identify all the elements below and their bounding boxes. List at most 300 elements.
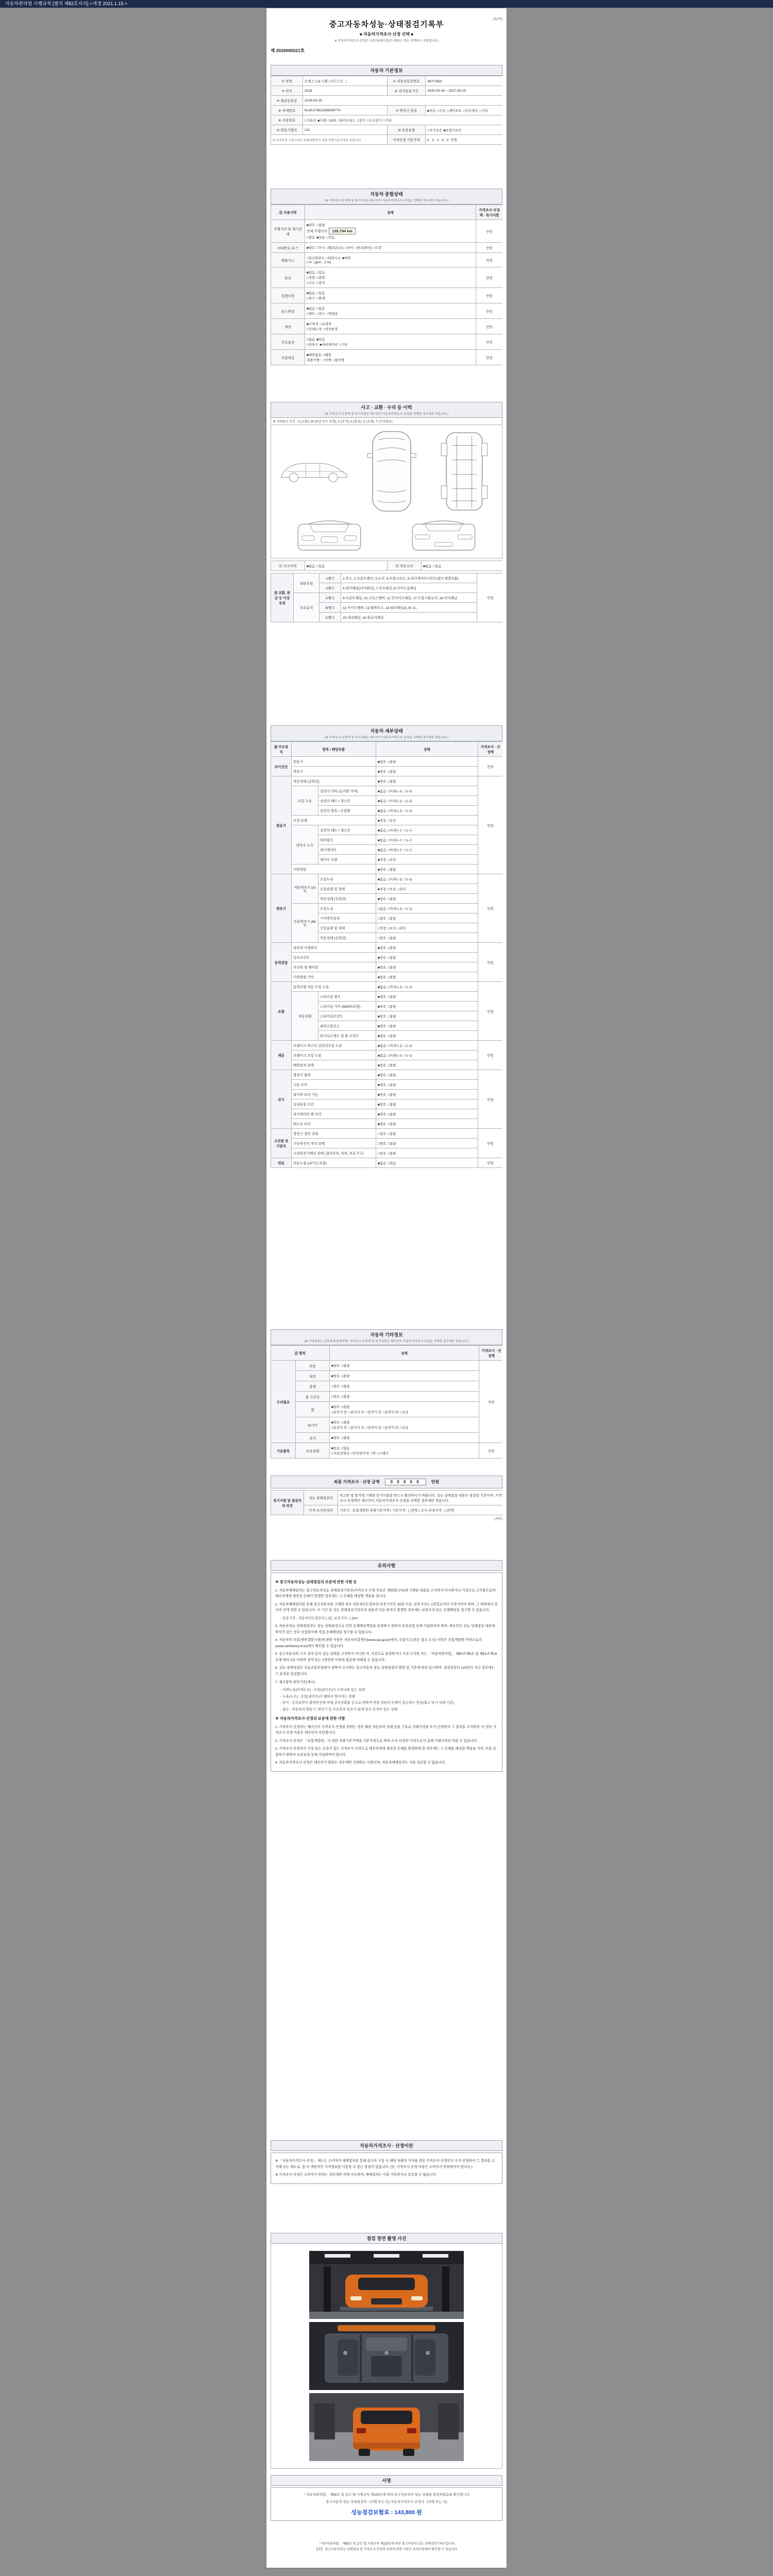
- checkbox-option[interactable]: □불량: [388, 965, 396, 970]
- overall-row: [271, 334, 503, 350]
- checkbox-option[interactable]: □불량: [388, 936, 396, 940]
- checkbox-option[interactable]: ■없음: [307, 307, 315, 311]
- overall-state-cell: [305, 243, 476, 253]
- checkbox-option[interactable]: □해당: [323, 353, 331, 357]
- checkbox-option[interactable]: □불량: [388, 1014, 396, 1019]
- checkbox-option[interactable]: □기타: [339, 343, 348, 347]
- item-label: 등속조인트: [292, 953, 376, 962]
- checkbox-option[interactable]: □기타: [383, 118, 392, 123]
- detail-row: [271, 825, 503, 835]
- checkbox-option[interactable]: □운전석 뒤: [348, 1411, 364, 1414]
- checkbox-option[interactable]: ■양호: [378, 770, 386, 774]
- document-page: [266, 8, 507, 2568]
- checkbox-option[interactable]: □불량: [388, 1063, 396, 1067]
- rank-items: 15.대쉬패널, 16.플로어패널: [341, 613, 477, 622]
- checkbox-option[interactable]: □불량: [388, 1073, 396, 1077]
- section-pricing-info: [271, 2140, 502, 2222]
- notices-title: 유의사항: [271, 1560, 502, 1571]
- checkbox-option[interactable]: ■양호: [331, 1375, 340, 1378]
- checkbox-option[interactable]: □LPG: [327, 118, 337, 123]
- state-cell: [376, 845, 478, 855]
- checkbox-option[interactable]: ■양호: [378, 868, 386, 872]
- checkbox-option[interactable]: □미세누수: [388, 838, 402, 842]
- checkbox-option[interactable]: □사용설명서: [331, 1452, 349, 1455]
- checkbox-option[interactable]: ■양호: [378, 1063, 386, 1067]
- detail-row: [271, 972, 503, 982]
- checkbox-option[interactable]: ■양호: [378, 760, 386, 764]
- checkbox-option[interactable]: ■없음: [307, 564, 315, 568]
- price-cell: 만원: [478, 1070, 503, 1129]
- checkbox-option[interactable]: ■해당없음: [307, 353, 322, 357]
- value-inspection-period: 2025-03-19 ~ 2027-03-19: [426, 86, 503, 96]
- price-cell: 만원: [476, 253, 503, 267]
- checkbox-option[interactable]: □불량: [388, 1103, 396, 1107]
- checkbox-option[interactable]: □화재: [316, 297, 325, 300]
- state-line: [307, 245, 474, 250]
- state-line: [307, 228, 474, 234]
- item-label: 동력조향 작동 오일 누유: [292, 982, 376, 992]
- overall-state-cell: [305, 319, 476, 334]
- checkbox-option[interactable]: ■보험사보증: [443, 128, 462, 132]
- checkbox-option[interactable]: □누수: [404, 828, 412, 833]
- checkbox-option[interactable]: □색상변경: [323, 328, 338, 331]
- checkbox-option[interactable]: ■양호: [378, 1083, 386, 1087]
- checkbox-option[interactable]: □세미오토: [447, 109, 462, 113]
- checkbox-option[interactable]: ■양호: [331, 1436, 340, 1440]
- price-cell: 만원: [478, 982, 503, 1041]
- checkbox-option[interactable]: □적정: [378, 926, 386, 930]
- item-label: 작동상태 (공회전): [318, 894, 376, 904]
- checkbox-option[interactable]: □불량: [341, 1385, 350, 1388]
- checkbox-option[interactable]: ■양호: [378, 1005, 386, 1009]
- checkbox-option[interactable]: □누유: [404, 789, 412, 793]
- checkbox-option[interactable]: ■없음: [378, 828, 386, 833]
- checkbox-option[interactable]: □잭: [370, 1452, 376, 1455]
- price-survey-select-note: ※ 자동차가격조사·산정은 소비자(매수인)가 원하는 경우 선택하는 사항입니다.: [334, 40, 439, 43]
- item-label: 오일누유: [318, 874, 376, 884]
- section-overall-condition: [271, 189, 502, 400]
- notice-subitem: - 미세누유(미세누수) : 오일(냉각수)이 스며나와 있는 상태: [280, 1688, 365, 1692]
- checkbox-option[interactable]: □불량: [388, 760, 396, 764]
- checkbox-option[interactable]: ■없음: [378, 838, 386, 842]
- checkbox-option[interactable]: □불량: [341, 1375, 350, 1378]
- checkbox-option[interactable]: ■양호: [331, 1364, 340, 1368]
- checkbox-option[interactable]: □불량: [388, 1083, 396, 1087]
- checkbox-option[interactable]: □적법: [307, 276, 315, 280]
- checkbox-option[interactable]: □미세누유: [388, 1044, 402, 1048]
- checkbox-option[interactable]: ■양호: [331, 1421, 340, 1425]
- insurance-fee: [275, 2508, 498, 2516]
- state-line: [307, 256, 474, 260]
- final-price-bar: [271, 1476, 502, 1488]
- checkbox-option[interactable]: □미세누유: [388, 985, 402, 989]
- misc-group-label: 기본품목: [271, 1443, 296, 1459]
- checkbox-option[interactable]: □운전석 뒤: [348, 1426, 364, 1430]
- remarks-text: 비고란 및 별지에 기재된 특기사항을 반드시 확인하시기 바랍니다. 성능·상태점검 내용은 점검일 기준이며, 가격조사·산정액은 매수인이 자동차가격조사·산정을 선택한 경우에만 적습니다.: [338, 1490, 503, 1505]
- checkbox-option[interactable]: ■양호: [331, 1405, 340, 1409]
- device-group-label: 연료: [271, 1158, 292, 1168]
- checkbox-option[interactable]: □불량: [341, 1364, 350, 1368]
- checkbox-option[interactable]: □스패너: [377, 1452, 389, 1455]
- checkbox-option[interactable]: □불량: [388, 1024, 396, 1028]
- state-line: [307, 342, 474, 347]
- checkbox-option[interactable]: □유채색: [320, 323, 331, 326]
- checkbox-option[interactable]: □양호: [378, 1151, 386, 1156]
- checkbox-option[interactable]: ■없음: [423, 564, 432, 568]
- checkbox-option[interactable]: ■보통: [316, 236, 325, 240]
- checkbox-option[interactable]: □양호: [378, 936, 386, 940]
- checkbox-option[interactable]: □불량: [316, 224, 325, 227]
- checkbox-option[interactable]: □있음: [316, 271, 325, 275]
- checkbox-option[interactable]: □과다: [397, 887, 406, 891]
- checkbox-option[interactable]: □전체도색: [307, 328, 322, 331]
- checkbox-option[interactable]: □불량: [341, 1395, 350, 1399]
- checkbox-option[interactable]: ■네비게이션: [320, 343, 338, 347]
- checkbox-option[interactable]: ■양호: [378, 956, 386, 960]
- checkbox-option[interactable]: ■없음: [307, 292, 315, 295]
- checkbox-option[interactable]: □하이브리드: [338, 118, 356, 123]
- overall-row-label: 색상: [271, 319, 305, 334]
- notice-subitem: - 침수 : 자동차의 원동기, 변속기 등 주요장치 일부가 물에 잠긴 흔적이 있는 상태: [280, 1707, 398, 1711]
- checkbox-option[interactable]: ■양호: [378, 1122, 386, 1126]
- checkbox-option[interactable]: □누유: [404, 907, 412, 911]
- checkbox-option[interactable]: □누유: [404, 809, 412, 813]
- item-label: 실린더 헤드 / 개스킷: [318, 825, 376, 835]
- overall-row-label: 주요옵션: [271, 334, 305, 350]
- checkbox-option[interactable]: ■없음: [378, 848, 386, 852]
- checkbox-option[interactable]: □양호: [378, 1142, 386, 1146]
- checkbox-option[interactable]: ■적정: [378, 858, 386, 862]
- checkbox-option[interactable]: □양호: [378, 917, 386, 921]
- remarks-row: [271, 1490, 503, 1505]
- state-cell: [376, 1060, 478, 1070]
- checkbox-option[interactable]: □전기: [357, 118, 366, 123]
- checkbox-option[interactable]: □없음: [378, 907, 386, 911]
- section-notices: [271, 1560, 502, 2132]
- footer-line-2: 【주】 중고자동차성능·상태점검 및 가격조사·산정의 보증에 관한 사항은 유의사항에서 확인할 수 있습니다.: [315, 2548, 458, 2551]
- checkbox-option[interactable]: □누수: [404, 838, 412, 842]
- notices-box: [271, 1572, 502, 1772]
- state-line: [331, 1420, 477, 1425]
- detail-row: [271, 1129, 503, 1139]
- misc-col-state: 상태: [330, 1346, 479, 1361]
- notice-subitem: - 누유(누수) : 오일(냉각수)이 맺혀서 떨어지는 상태: [280, 1694, 355, 1699]
- checkbox-option[interactable]: □양호: [331, 1385, 340, 1388]
- label-reg-no: ② 자동차등록번호: [388, 76, 426, 86]
- misc-row: [271, 1433, 503, 1443]
- overall-row: [271, 267, 503, 288]
- checkbox-option[interactable]: □자가보증: [427, 128, 442, 132]
- checkbox-option[interactable]: □부족: [388, 858, 396, 862]
- checkbox-option[interactable]: □부식: [316, 246, 325, 250]
- checkbox-option[interactable]: □불량: [388, 1132, 396, 1136]
- state-cell: [376, 923, 478, 933]
- checkbox-option[interactable]: ■매연: [342, 257, 351, 260]
- item-label: 실내송풍 모터: [292, 1099, 376, 1109]
- detail-row: [271, 816, 503, 825]
- checkbox-option[interactable]: ■양호: [307, 246, 315, 250]
- section-misc-info: [271, 1329, 502, 1473]
- checkbox-option[interactable]: □있음: [316, 564, 325, 568]
- checkbox-option[interactable]: □누유: [404, 1054, 412, 1058]
- checkbox-option[interactable]: □미세누유: [388, 907, 402, 911]
- page-marker: (제1쪽): [493, 18, 502, 21]
- pricing-info-title: 자동차가격조사 · 산정이란: [271, 2140, 502, 2151]
- state-line: [307, 291, 474, 295]
- checkbox-option[interactable]: ■있음: [331, 1447, 340, 1450]
- item-label: 원동기: [292, 757, 376, 767]
- checkbox-option[interactable]: □불량: [388, 946, 396, 950]
- checkbox-option[interactable]: □미세누유: [388, 877, 402, 882]
- checkbox-option[interactable]: ■없음: [378, 809, 386, 813]
- checkbox-option[interactable]: □양호: [378, 1132, 386, 1136]
- section-signature: [271, 2475, 502, 2537]
- state-cell: [376, 953, 478, 962]
- checkbox-option[interactable]: □불법: [316, 276, 325, 280]
- checkbox-option[interactable]: ■없음: [378, 789, 386, 793]
- checkbox-option[interactable]: ■없음: [378, 1044, 386, 1048]
- checkbox-option[interactable]: ■없음: [378, 1161, 386, 1165]
- checkbox-option[interactable]: □불량: [388, 917, 396, 921]
- item-label: 브레이크 마스터 실린더오일 누유: [292, 1041, 376, 1050]
- detail-row: [271, 1148, 503, 1158]
- checkbox-option[interactable]: □부족: [388, 819, 396, 823]
- overall-row: [271, 303, 503, 319]
- state-cell: [376, 865, 478, 874]
- checkbox-option[interactable]: □구조: [307, 281, 315, 285]
- checkbox-option[interactable]: □누유: [404, 877, 412, 882]
- checkbox-option[interactable]: □운전석 앞: [331, 1426, 347, 1430]
- checkbox-option[interactable]: ■적정: [378, 819, 386, 823]
- car-diagram-front-view: [293, 515, 365, 555]
- checkbox-option[interactable]: ■양호: [307, 224, 315, 227]
- checkbox-option[interactable]: □이행: [323, 359, 331, 362]
- checkbox-option[interactable]: □장치: [316, 281, 325, 285]
- checkbox-option[interactable]: □불량: [388, 1142, 396, 1146]
- checkbox-option[interactable]: □없음: [341, 1447, 350, 1450]
- detail-row: [271, 1080, 503, 1090]
- remarks-text: 기준서 : 보험개발원 차량기준가액 / 기준가격 : ( )만원 / 조사·산정가격 : ( )만원: [338, 1505, 503, 1515]
- overall-row: [271, 288, 503, 303]
- overall-row-label: 차대번호 표기: [271, 243, 305, 253]
- value-year: 2019: [303, 86, 388, 96]
- checkbox-option[interactable]: □누유: [404, 985, 412, 989]
- misc-item-label: 유리: [296, 1433, 330, 1443]
- checkbox-option[interactable]: □썬루프: [307, 343, 318, 347]
- checkbox-option[interactable]: □리스: [316, 312, 325, 316]
- misc-row: [271, 1361, 503, 1371]
- checkbox-option[interactable]: □동반석 뒤: [383, 1411, 399, 1414]
- remarks-title-cell: 특기사항 및 점검자의 의견: [271, 1490, 304, 1515]
- state-cell: [376, 816, 478, 825]
- checkbox-option[interactable]: ■양호: [378, 1112, 386, 1116]
- checkbox-option[interactable]: □불량: [388, 779, 396, 784]
- checkbox-option[interactable]: ■양호: [378, 946, 386, 950]
- checkbox-option[interactable]: □수소전기: [367, 118, 382, 123]
- state-cell: [330, 1361, 479, 1371]
- exchange-rank-body: [271, 573, 503, 622]
- checkbox-option[interactable]: ■없음: [378, 877, 386, 882]
- doc-header: [271, 16, 502, 64]
- checkbox-option[interactable]: ■양호: [378, 1073, 386, 1077]
- checkbox-option[interactable]: □불량: [388, 1122, 396, 1126]
- checkbox-option[interactable]: □많음: [307, 236, 315, 240]
- item-label: 추진축 및 베어링: [292, 962, 376, 972]
- rank-label: 2랭크: [320, 583, 341, 593]
- checkbox-option[interactable]: □수동: [437, 109, 446, 113]
- state-cell: [376, 1031, 478, 1041]
- device-sub-label: 자동변속기 (A/T): [292, 874, 318, 904]
- checkbox-option[interactable]: □있음: [316, 307, 325, 311]
- checkbox-option[interactable]: ■양호: [378, 975, 386, 979]
- checkbox-option[interactable]: □누유: [404, 1044, 412, 1048]
- checkbox-option[interactable]: □불량: [388, 868, 396, 872]
- checkbox-option[interactable]: □불량: [388, 770, 396, 774]
- value-simple-repair: [422, 561, 503, 571]
- checkbox-option[interactable]: ■디젤: [317, 118, 326, 123]
- state-cell: [330, 1402, 479, 1417]
- checkbox-option[interactable]: □렌트: [307, 312, 315, 316]
- checkbox-option[interactable]: □동반석 앞: [365, 1411, 382, 1414]
- checkbox-option[interactable]: ■무채색: [307, 323, 318, 326]
- checkbox-option[interactable]: □훼손(오손): [326, 246, 344, 250]
- checkbox-option[interactable]: ■없음: [378, 799, 386, 803]
- checkbox-option[interactable]: □응급: [400, 1411, 409, 1414]
- checkbox-option[interactable]: □불량: [388, 975, 396, 979]
- checkbox-option[interactable]: □있음: [316, 292, 325, 295]
- checkbox-option[interactable]: ■있음: [316, 338, 325, 342]
- checkbox-option[interactable]: □누수: [404, 848, 412, 852]
- checkbox-option[interactable]: □불량: [388, 995, 396, 999]
- misc-item-label: 외장: [296, 1361, 330, 1371]
- checkbox-option[interactable]: □불량: [388, 1034, 396, 1038]
- price-cell: 만원: [476, 288, 503, 303]
- checkbox-option[interactable]: □변조(변타): [355, 246, 372, 250]
- signature-title: 서명: [271, 2475, 502, 2486]
- checkbox-option[interactable]: ■없음: [378, 985, 386, 989]
- misc-title: 자동차 기타정보 (※ 기타정보는 승용차에 한정하며, 가격조사·산정액 및 특기사항은 매수인이 자동차가격조사·산정을 선택한 경우에만 적습니다.): [271, 1329, 502, 1345]
- checkbox-option[interactable]: ■자동: [427, 109, 436, 113]
- checkbox-option[interactable]: □운전석 앞: [331, 1411, 347, 1414]
- checkbox-option[interactable]: □영업용: [326, 312, 338, 316]
- accident-history-table: [271, 561, 502, 571]
- checkbox-option[interactable]: ■양호: [378, 779, 386, 784]
- overall-row-label: 주행거리 및 계기상태: [271, 220, 305, 243]
- checkbox-option[interactable]: □동반석 앞: [365, 1426, 382, 1430]
- checkbox-option[interactable]: ■양호: [378, 1093, 386, 1097]
- item-label: 변속기: [292, 767, 376, 776]
- checkbox-option[interactable]: □불량: [388, 1093, 396, 1097]
- overall-state-cell: [305, 220, 476, 243]
- detail-row: [271, 1099, 503, 1109]
- detail-row: [271, 1158, 503, 1168]
- car-diagram-top-view: [361, 428, 423, 515]
- state-line: [307, 261, 474, 264]
- checkbox-option[interactable]: ■양호: [378, 1034, 386, 1038]
- value-base-price: 0 0 0 0 0 만원: [426, 135, 503, 145]
- checkbox-option[interactable]: □일산화탄소: [307, 257, 325, 260]
- checkbox-option[interactable]: □동반석 뒤: [383, 1426, 399, 1430]
- notice-item: 2. 가격조사·산정은 「보험개발원」이 정한 차량기준가액을 기준가격으로 하여 조사·산정한 가격으로서 실제 거래가격과 다를 수 있습니다.: [275, 1739, 478, 1743]
- checkbox-option[interactable]: ■양호: [378, 965, 386, 970]
- checkbox-option[interactable]: □상이: [345, 246, 354, 250]
- checkbox-option[interactable]: ■양호: [378, 1103, 386, 1107]
- footer-line-1: 「자동차관리법」 제58조 및 같은 법 시행규칙 제120조에 따른 중고자동차 성능·상태점검기록부입니다.: [317, 2543, 456, 2546]
- item-label: 고전원전기배선 상태 (접속단자, 피복, 보호기구): [292, 1148, 376, 1158]
- checkbox-option[interactable]: □가솔린: [305, 118, 316, 123]
- checkbox-option[interactable]: ■양호: [378, 897, 386, 901]
- checkbox-option[interactable]: □불량: [341, 1405, 350, 1409]
- checkbox-option[interactable]: □미세누유: [388, 1054, 402, 1058]
- panel-group-label: 주요골격: [294, 593, 320, 622]
- checkbox-option[interactable]: □양호: [331, 1395, 340, 1399]
- checkbox-option[interactable]: □불이행: [332, 359, 344, 362]
- value-vin: KL4CA7BCDKB939774: [303, 106, 388, 115]
- checkbox-option[interactable]: ■양호: [378, 1024, 386, 1028]
- checkbox-option[interactable]: □응급: [400, 1426, 409, 1430]
- checkbox-option[interactable]: ■양호: [378, 995, 386, 999]
- checkbox-option[interactable]: □불량: [388, 897, 396, 901]
- checkbox-option[interactable]: □있음: [433, 564, 442, 568]
- checkbox-option[interactable]: □불량: [388, 1005, 396, 1009]
- checkbox-option[interactable]: □기타: [479, 109, 488, 113]
- state-line: [331, 1374, 477, 1378]
- detail-col-state: 상태: [376, 742, 478, 757]
- checkbox-option[interactable]: □탄화수소: [326, 257, 341, 260]
- checkbox-option[interactable]: □미세누유: [388, 809, 402, 813]
- checkbox-option[interactable]: □무단변속: [463, 109, 478, 113]
- state-cell: [330, 1371, 479, 1381]
- checkbox-option[interactable]: ■없음: [307, 271, 315, 275]
- checkbox-option[interactable]: □적음: [326, 236, 335, 240]
- checkbox-option[interactable]: □미세누수: [388, 848, 402, 852]
- top-title-text: 자동차관리법 시행규칙 [별지 제82호서식] <개정 2021.1.19.>: [5, 1, 128, 6]
- checkbox-option[interactable]: □미세누유: [388, 789, 402, 793]
- notice-item: 1. 자동차매매업자는 중고자동차성능·상태점검기록부(가격조사·산정 부분은 제외합니다)에 기재된 내용을 고지하지 아니하거나 거짓으로 고지함으로써 매수인에게 재산상 손해가 발생한 경우에는 그 손해를 배상할 책임을 집니다.: [275, 1588, 496, 1599]
- checkbox-option[interactable]: □불량: [341, 1436, 350, 1440]
- checkbox-option[interactable]: ■없음: [378, 1054, 386, 1058]
- checkbox-option[interactable]: □부족: [388, 926, 396, 930]
- overall-state-cell: [305, 267, 476, 288]
- checkbox-option[interactable]: □불량: [388, 1112, 396, 1116]
- checkbox-option[interactable]: □누유: [404, 799, 412, 803]
- item-label: 시동 모터: [292, 1080, 376, 1090]
- checkbox-option[interactable]: ■양호: [378, 1014, 386, 1019]
- price-cell: 만원: [476, 350, 503, 365]
- notice-section-heading: ※ 중고자동차성능·상태점검의 보증에 관한 사항 등: [275, 1580, 357, 1584]
- checkbox-option[interactable]: □미세누수: [388, 828, 402, 833]
- checkbox-option[interactable]: □부족: [388, 887, 396, 891]
- checkbox-option[interactable]: □미세누유: [388, 799, 402, 803]
- checkbox-option[interactable]: □과다: [397, 926, 406, 930]
- checkbox-option[interactable]: □없음: [307, 338, 315, 342]
- misc-item-label: 보유상태: [296, 1443, 330, 1459]
- checkbox-option[interactable]: □도말: [373, 246, 382, 250]
- state-cell: [330, 1443, 479, 1459]
- price-cell: 만원: [478, 1129, 503, 1158]
- checkbox-option[interactable]: □있음: [388, 1161, 396, 1165]
- doc-number: 제 2026005021호: [271, 48, 305, 53]
- remarks-who: 가격·조사산정자: [304, 1505, 338, 1515]
- device-sub-label: 작동상태: [292, 992, 318, 1041]
- checkbox-option[interactable]: □불량: [388, 956, 396, 960]
- overall-table-body: [271, 220, 503, 365]
- checkbox-option[interactable]: □불량: [388, 1151, 396, 1156]
- checkbox-option[interactable]: □불량: [341, 1421, 350, 1425]
- checkbox-option[interactable]: □안전삼각대: [350, 1452, 369, 1455]
- checkbox-option[interactable]: ■적정: [378, 887, 386, 891]
- checkbox-option[interactable]: □침수: [307, 297, 315, 300]
